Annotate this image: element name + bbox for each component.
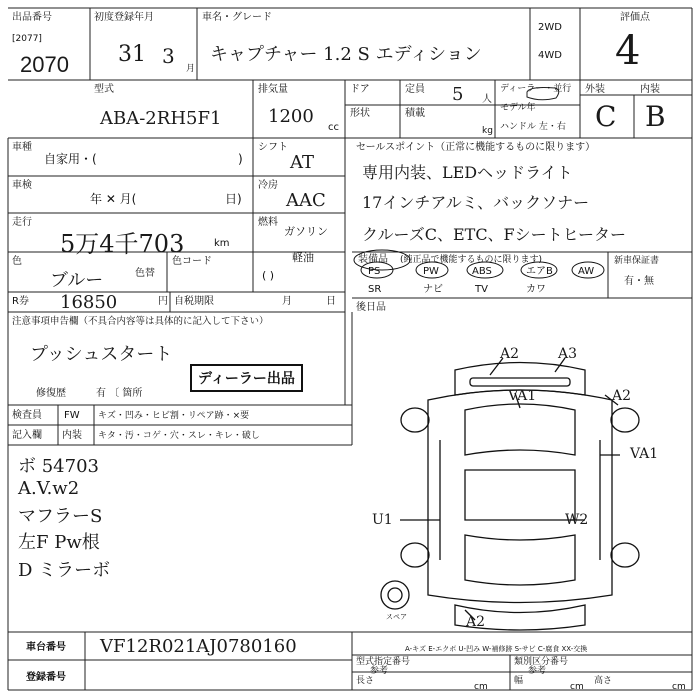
repair-label: 修復歴: [36, 388, 66, 399]
capacity-value: 5: [452, 84, 464, 105]
drive-2wd: 2WD: [538, 22, 562, 33]
color-value: ブルー: [50, 270, 104, 291]
equipment-label: 装備品: [358, 254, 388, 265]
inspector-note-3: マフラーS: [18, 506, 103, 527]
month-unit: 月: [186, 64, 196, 74]
new-car-warranty: 新車保証書: [614, 256, 660, 266]
first-reg-month: 3: [162, 44, 175, 68]
dealer-stamp: ディーラー出品: [190, 364, 303, 392]
entry-label: 記入欄: [12, 430, 42, 441]
carname-label: 車名・グレード: [202, 12, 272, 23]
inspector-note-1: ボ 54703: [18, 456, 99, 477]
notes-label: 注意事項申告欄（不具合内容等は具体的に記入して下さい）: [12, 316, 269, 327]
sales-line-1: 専用内装、LEDヘッドライト: [362, 163, 573, 182]
spare-label: スペア: [386, 613, 407, 621]
cc-unit: cc: [328, 122, 339, 133]
model-value: ABA-2RH5F1: [100, 108, 222, 129]
fuel-light: 軽油: [292, 251, 314, 264]
equip-aw: AW: [578, 266, 595, 277]
inspection-label: 車検: [12, 180, 32, 191]
equip-abs: ABS: [472, 266, 492, 277]
lot-label: 出品番号: [12, 12, 52, 23]
height-unit: cm: [672, 682, 686, 692]
equip-tv: TV: [475, 284, 488, 295]
shift-value: AT: [290, 152, 315, 173]
notes-value: プッシュスタート: [30, 344, 173, 365]
km-unit: km: [214, 238, 230, 249]
fuel-value: ガソリン: [284, 225, 328, 238]
mark-right-va1: VA1: [630, 446, 659, 462]
height-label: 高さ: [594, 676, 613, 686]
exterior-grade: C: [595, 100, 617, 133]
type-designation-label: 型式指定番号: [356, 657, 411, 667]
equip-pw: PW: [423, 266, 439, 277]
width-unit: cm: [570, 682, 584, 692]
exterior-label: 外装: [585, 84, 605, 95]
equip-airbag: エアB: [526, 266, 553, 277]
usage-close: ): [238, 152, 243, 166]
width-label: 幅: [514, 676, 524, 686]
mark-front-a2: A2: [500, 346, 520, 362]
equipment-note: (純正品で機能するものに限ります): [400, 255, 543, 265]
color-change: 色替: [135, 268, 155, 279]
model-label: 型式: [94, 84, 114, 95]
mark-hood-va1: VA1: [508, 388, 537, 404]
mark-front-a3: A3: [558, 346, 578, 362]
displacement-label: 排気量: [258, 84, 288, 95]
sales-line-3: クルーズC、ETC、Fシートヒーター: [362, 225, 627, 244]
model-year-label: モデル年: [500, 103, 536, 113]
inspector-note-4: 左F Pw根: [18, 532, 100, 553]
capacity-label: 定員: [405, 84, 425, 95]
inspection-day: 日): [225, 192, 242, 206]
lot-number: 2070: [20, 52, 69, 77]
mark-left-u1: U1: [372, 512, 393, 528]
kg-unit: kg: [482, 126, 493, 136]
color-label: 色: [12, 256, 22, 267]
mark-right-w2: W2: [565, 512, 589, 528]
fw-label: FW: [64, 410, 80, 421]
lot-sub: [2077]: [12, 34, 42, 44]
load-label: 積載: [405, 108, 425, 119]
displacement-value: 1200: [268, 106, 314, 127]
vin-value: VF12R021AJ0780160: [100, 636, 297, 657]
fuel-paren: ( ): [262, 269, 275, 282]
class-number-label: 類別区分番号: [514, 657, 569, 667]
mileage-value: 5万4千703: [60, 230, 185, 258]
carname-value: キャプチャー 1.2 S エディション: [210, 44, 482, 65]
reference-label-1: 参考: [370, 666, 389, 676]
equip-leather: カワ: [526, 284, 546, 295]
mileage-label: 走行: [12, 217, 32, 228]
fuel-label: 燃料: [258, 217, 278, 228]
vin-label: 車台番号: [26, 642, 66, 653]
equip-sr: SR: [368, 284, 382, 295]
interior-label: 内装: [640, 84, 660, 95]
diagram-label: 後日品: [356, 302, 386, 313]
fw-items: キズ・凹み・ヒビ割・リペア跡・×要: [98, 411, 250, 421]
recycle-value: 16850: [60, 292, 118, 313]
first-reg-label: 初度登録年月: [94, 12, 154, 23]
inspector-label: 検査員: [12, 410, 42, 421]
inspection-value: 年 ✕ 月(: [90, 192, 137, 206]
reference-label-2: 参考: [528, 666, 547, 676]
door-label: ドア: [350, 84, 370, 95]
mark-rear-a2: A2: [466, 614, 486, 630]
length-unit: cm: [474, 682, 488, 692]
score-value: 4: [615, 28, 641, 74]
equip-ps: PS: [368, 266, 381, 277]
equip-navi: ナビ: [423, 284, 443, 295]
interior-items: キタ・汚・コゲ・穴・スレ・キレ・破し: [98, 431, 260, 441]
damage-legend: A-キズ E-エクボ U-凹み W-補修跡 S-サビ C-腐食 XX-交換: [405, 645, 588, 653]
body-shape-label: 形状: [350, 108, 370, 119]
drive-4wd: 4WD: [538, 50, 562, 61]
yen-unit: 円: [158, 296, 168, 307]
reg-label: 登録番号: [26, 672, 66, 683]
auto-tax-month: 月: [282, 296, 292, 307]
shift-label: シフト: [258, 142, 288, 153]
warranty-value: 有・無: [624, 276, 654, 287]
color-code-label: 色コード: [172, 256, 212, 267]
handle-label: ハンドル 左・右: [500, 122, 566, 132]
auto-tax-label: 自税期限: [174, 296, 214, 307]
usage-label: 車種: [12, 142, 32, 153]
first-reg-year: 31: [118, 42, 146, 67]
inspector-note-5: D ミラーボ: [18, 560, 111, 581]
sales-label: セールスポイント（正常に機能するものに限ります）: [356, 142, 596, 153]
dealer-parallel: ディーラー・並行: [500, 84, 572, 94]
ac-label: 冷房: [258, 180, 278, 191]
person-unit: 人: [482, 94, 492, 105]
length-label: 長さ: [356, 676, 375, 686]
auto-tax-day: 日: [326, 296, 336, 307]
ac-value: AAC: [286, 190, 326, 211]
inspector-note-2: A.V.w2: [18, 478, 80, 499]
score-label: 評価点: [620, 12, 650, 23]
interior-entry-label: 内装: [62, 430, 82, 441]
interior-grade: B: [645, 100, 666, 133]
usage-value: 自家用・(: [44, 152, 97, 166]
recycle-label: R券: [12, 296, 29, 307]
mark-front-right-a2: A2: [612, 388, 632, 404]
repair-value: 有 〔 箇所: [96, 388, 143, 399]
sales-line-2: 17インチアルミ、バックソナー: [362, 193, 590, 212]
